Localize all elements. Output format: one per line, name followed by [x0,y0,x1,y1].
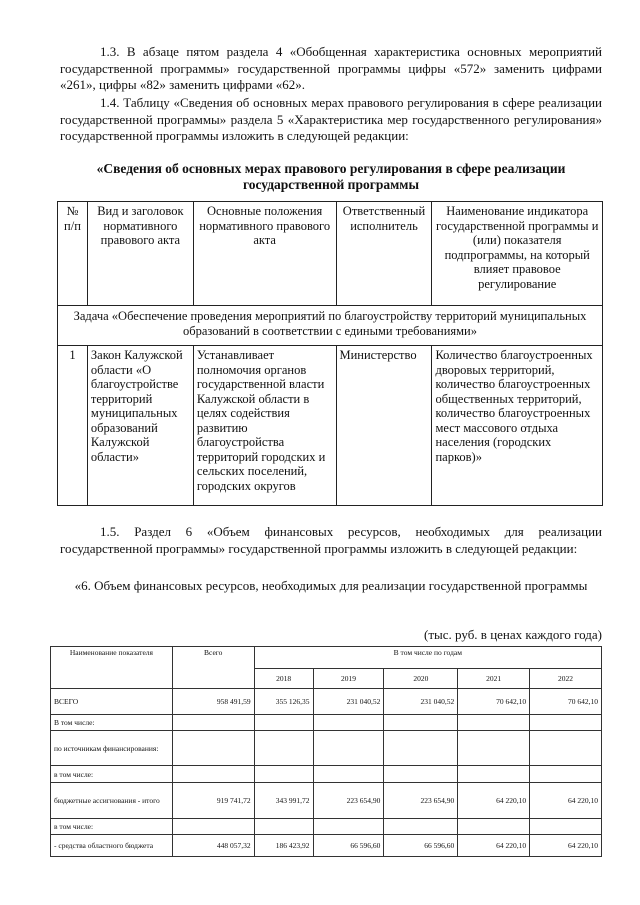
row-year-value: 64 220,10 [458,783,530,819]
units-note: (тыс. руб. в ценах каждого года) [424,627,602,642]
header-provisions: Основные положения нормативного правового акта [193,202,336,306]
header-year: 2020 [384,669,458,689]
finance-header-row-1 [51,647,602,669]
header-act: Вид и заголовок нормативного правового акта [87,202,193,306]
header-indicator-name: Наименование показателя [51,647,173,689]
row-year-value [384,819,458,835]
finance-row [51,783,602,819]
finance-body [51,689,602,857]
finance-row [51,766,602,783]
row-year-value [384,766,458,783]
row-year-value: 66 596,60 [313,835,384,857]
finance-row [51,835,602,857]
row-label: по источникам финансирования: [51,731,173,766]
row-year-value [458,715,530,731]
row-year-value [530,731,602,766]
row-total: 958 491,59 [172,689,254,715]
row-year-value: 64 220,10 [530,783,602,819]
row-year-value [254,766,313,783]
header-years-group: В том числе по годам [254,647,601,669]
row-year-value [254,819,313,835]
row-year-value [530,766,602,783]
row-year-value: 231 040,52 [313,689,384,715]
row-year-value [458,819,530,835]
section6-title: «6. Объем финансовых ресурсов, необходимых для реализации государственной программы [74,578,588,593]
row-year-value [530,715,602,731]
legal-measures-table [57,201,603,506]
row-year-value [313,766,384,783]
paragraph-1-3: 1.3. В абзаце пятом раздела 4 «Обобщенная характеристика основных мероприятий государственной программы» государственной программы цифры «572» заменить цифрами «261», цифры «82» заменить цифрами «62». [60,44,602,92]
row-label: в том числе: [51,819,173,835]
row-label: в том числе: [51,766,173,783]
finance-row [51,715,602,731]
row-year-value [313,715,384,731]
row-year-value [530,819,602,835]
table1-header-row [58,202,603,306]
header-executor: Ответственный исполнитель [336,202,432,306]
row-label: В том числе: [51,715,173,731]
row-year-value: 355 126,35 [254,689,313,715]
row-indicator: Количество благоустроенных дворовых территорий, количество благоустроенных общественных территорий, количество благоустроенных мест массового отдыха населения (городских парков)» [432,346,603,506]
header-year: 2022 [530,669,602,689]
row-year-value [458,766,530,783]
row-year-value: 223 654,90 [313,783,384,819]
table1-title: «Сведения об основных мерах правового регулирования в сфере реализации государственной программы [96,161,566,192]
row-year-value [458,731,530,766]
row-year-value: 231 040,52 [384,689,458,715]
row-year-value: 70 642,10 [530,689,602,715]
row-year-value [313,819,384,835]
table1-data-row [58,346,603,506]
row-year-value: 186 423,92 [254,835,313,857]
paragraph-1-5: 1.5. Раздел 6 «Объем финансовых ресурсов, необходимых для реализации государственной программы» государственной программы изложить в следующей редакции: [60,524,602,556]
row-total [172,766,254,783]
header-num: № п/п [58,202,88,306]
row-year-value: 343 991,72 [254,783,313,819]
row-year-value: 70 642,10 [458,689,530,715]
table1-task-row [58,306,603,346]
header-total: Всего [172,647,254,689]
row-num: 1 [58,346,88,506]
row-total: 919 741,72 [172,783,254,819]
paragraph-1-4: 1.4. Таблицу «Сведения об основных мерах правового регулирования в сфере реализации государственной программы» раздела 5 «Характеристика мер государственного регулирования» государственной программы изложить в следующей редакции: [60,95,602,143]
row-year-value: 64 220,10 [530,835,602,857]
row-executor: Министерство [336,346,432,506]
row-total [172,819,254,835]
finance-row [51,819,602,835]
row-year-value: 66 596,60 [384,835,458,857]
row-total [172,715,254,731]
row-act: Закон Калужской области «О благоустройстве территорий муниципальных образований Калужской области» [87,346,193,506]
row-year-value [254,715,313,731]
row-label: - средства областного бюджета [51,835,173,857]
row-year-value: 223 654,90 [384,783,458,819]
header-year: 2018 [254,669,313,689]
row-label: бюджетные ассигнования - итого [51,783,173,819]
header-year: 2021 [458,669,530,689]
row-year-value [384,715,458,731]
finance-table [50,646,602,857]
row-year-value [313,731,384,766]
header-year: 2019 [313,669,384,689]
task-cell: Задача «Обеспечение проведения мероприятий по благоустройству территорий муниципальных образований в соответствии с едиными требованиями» [58,306,603,346]
row-total [172,731,254,766]
finance-row [51,689,602,715]
row-total: 448 057,32 [172,835,254,857]
row-year-value [254,731,313,766]
row-label: ВСЕГО [51,689,173,715]
row-provisions: Устанавливает полномочия органов государственной власти Калужской области в целях содействия развитию благоустройства территорий городских и сельских поселений, городских округов [193,346,336,506]
finance-row [51,731,602,766]
row-year-value: 64 220,10 [458,835,530,857]
row-year-value [384,731,458,766]
header-indicator: Наименование индикатора государственной программы и (или) показателя подпрограммы, на который влияет правовое регулирование [432,202,603,306]
